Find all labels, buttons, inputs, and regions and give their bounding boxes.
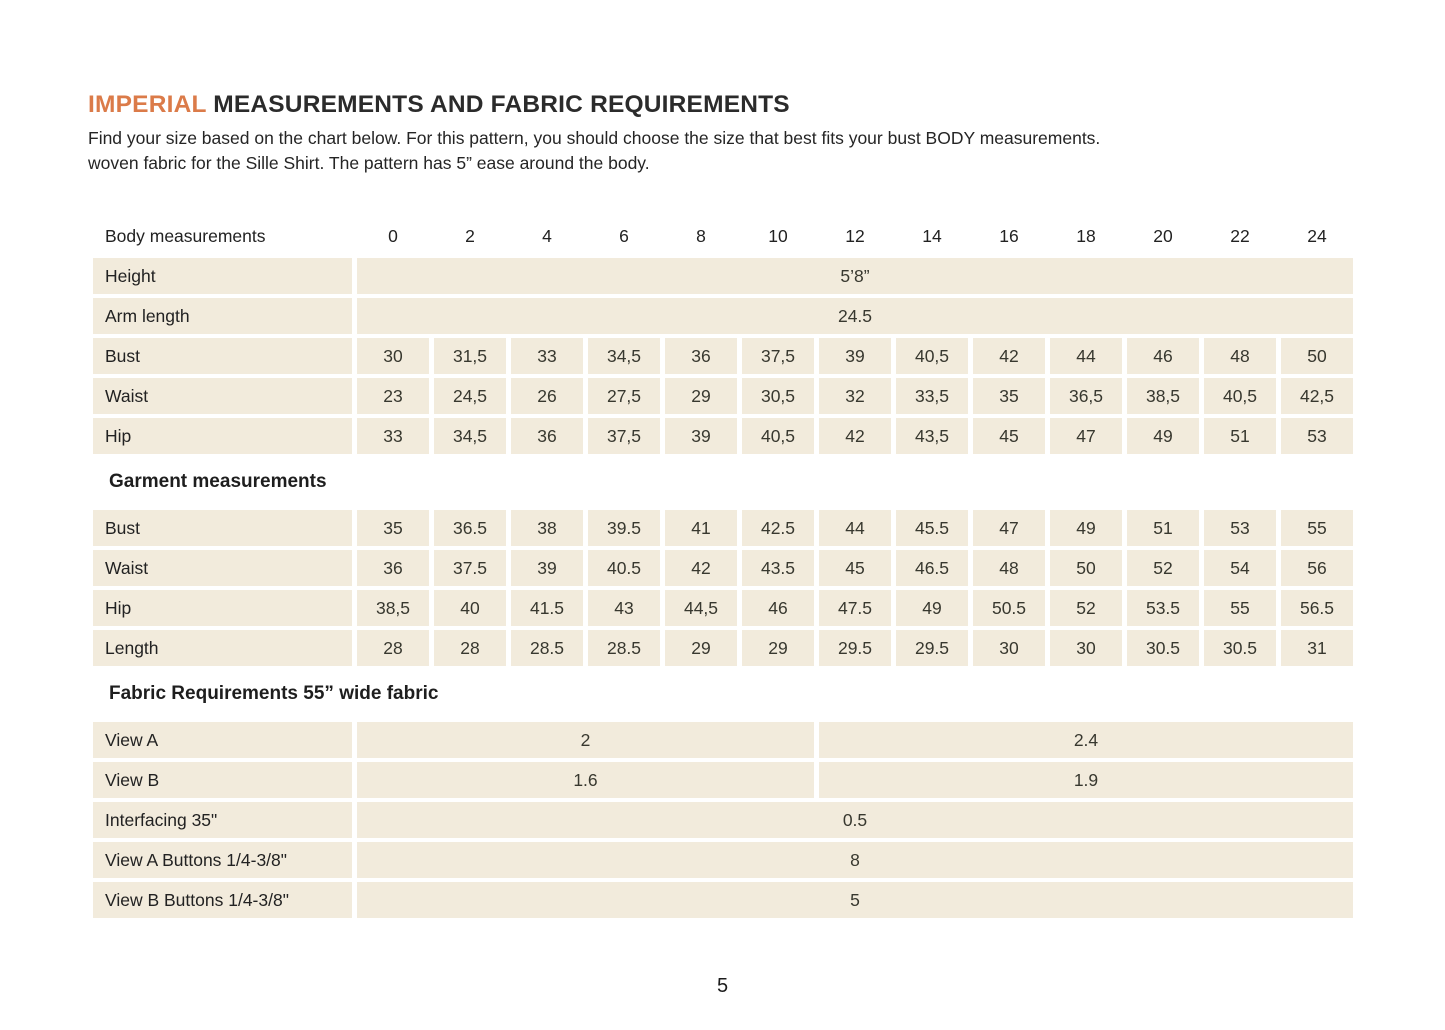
- measurement-cell: 44: [819, 510, 891, 546]
- measurement-cell: 49: [896, 590, 968, 626]
- size-column-header: 10: [768, 225, 788, 246]
- measurement-cell: 35: [357, 510, 429, 546]
- measurement-cell: 42,5: [1281, 378, 1353, 414]
- measurement-cell: 48: [973, 550, 1045, 586]
- page-number: 5: [716, 975, 729, 997]
- row-label: Bust: [93, 338, 352, 374]
- measurement-cell: 41: [665, 510, 737, 546]
- title-block: [88, 91, 1368, 176]
- measurement-cell: 40,5: [742, 418, 814, 454]
- row-label: Arm length: [93, 298, 352, 334]
- measurement-cell: 56: [1281, 550, 1353, 586]
- column-header-body-measurements: Body measurements: [105, 225, 266, 246]
- measurement-cell: 41.5: [511, 590, 583, 626]
- size-column-header: 22: [1230, 225, 1250, 246]
- measurement-cell: 31: [1281, 630, 1353, 666]
- measurement-cell: 56.5: [1281, 590, 1353, 626]
- measurement-cell: 52: [1127, 550, 1199, 586]
- row-label: View B Buttons 1/4-3/8": [93, 882, 352, 918]
- measurement-cell: 48: [1204, 338, 1276, 374]
- measurement-cell: 40,5: [896, 338, 968, 374]
- measurement-cell: 23: [357, 378, 429, 414]
- measurement-cell: 32: [819, 378, 891, 414]
- measurement-cell: 29: [742, 630, 814, 666]
- measurement-cell: 40.5: [588, 550, 660, 586]
- row-label: Waist: [93, 378, 352, 414]
- measurement-cell: 28.5: [588, 630, 660, 666]
- measurement-cell: 42.5: [742, 510, 814, 546]
- measurement-cell: 35: [973, 378, 1045, 414]
- measurement-cell: 29.5: [896, 630, 968, 666]
- measurement-cell: 37.5: [434, 550, 506, 586]
- fabric-yardage-left: 2: [357, 722, 814, 758]
- measurement-cell: 36: [511, 418, 583, 454]
- measurement-cell: 54: [1204, 550, 1276, 586]
- intro-line-2: woven fabric for the Sille Shirt. The pattern has 5” ease around the body.: [88, 153, 650, 173]
- measurement-cell: 30.5: [1127, 630, 1199, 666]
- measurement-cell: 29.5: [819, 630, 891, 666]
- row-label: Waist: [93, 550, 352, 586]
- size-column-header: 20: [1153, 225, 1173, 246]
- size-column-header: 12: [845, 225, 865, 246]
- size-column-header: 6: [619, 225, 629, 246]
- measurement-cell: 36: [665, 338, 737, 374]
- measurement-cell: 45.5: [896, 510, 968, 546]
- measurement-cell: 38,5: [357, 590, 429, 626]
- measurement-cell: 38: [511, 510, 583, 546]
- measurement-cell: 30.5: [1204, 630, 1276, 666]
- measurement-cell: 36,5: [1050, 378, 1122, 414]
- measurement-cell: 38,5: [1127, 378, 1199, 414]
- fabric-yardage-left: 1.6: [357, 762, 814, 798]
- measurement-cell: 51: [1127, 510, 1199, 546]
- measurement-cell: 29: [665, 630, 737, 666]
- measurement-cell: 39: [665, 418, 737, 454]
- size-column-header: 2: [465, 225, 475, 246]
- measurement-cell: 43.5: [742, 550, 814, 586]
- measurement-cell: 29: [665, 378, 737, 414]
- measurement-cell: 46: [1127, 338, 1199, 374]
- measurement-cell: 53: [1281, 418, 1353, 454]
- measurement-cell: 30: [973, 630, 1045, 666]
- row-label: Bust: [93, 510, 352, 546]
- row-label: View A: [93, 722, 352, 758]
- size-column-header: 24: [1307, 225, 1327, 246]
- measurement-cell: 33,5: [896, 378, 968, 414]
- measurement-cell: 30,5: [742, 378, 814, 414]
- measurement-cell: 51: [1204, 418, 1276, 454]
- measurement-cell: 31,5: [434, 338, 506, 374]
- page-title-accent: IMPERIAL: [88, 91, 207, 118]
- measurement-cell: 50: [1281, 338, 1353, 374]
- size-chart-table: [93, 218, 1353, 918]
- fabric-value-full: 8: [357, 842, 1353, 878]
- measurement-cell: 36.5: [434, 510, 506, 546]
- measurement-cell: 53: [1204, 510, 1276, 546]
- row-label: View A Buttons 1/4-3/8": [93, 842, 352, 878]
- row-label: Interfacing 35": [93, 802, 352, 838]
- measurement-cell: 43: [588, 590, 660, 626]
- size-column-header: 0: [388, 225, 398, 246]
- measurement-cell: 42: [819, 418, 891, 454]
- measurement-cell: 45: [973, 418, 1045, 454]
- measurement-cell: 27,5: [588, 378, 660, 414]
- measurement-cell: 24,5: [434, 378, 506, 414]
- measurement-cell: 36: [357, 550, 429, 586]
- measurement-cell: 42: [665, 550, 737, 586]
- measurement-cell: 26: [511, 378, 583, 414]
- measurement-cell: 30: [1050, 630, 1122, 666]
- row-label: Hip: [93, 418, 352, 454]
- measurement-cell: 47.5: [819, 590, 891, 626]
- measurement-cell: 46: [742, 590, 814, 626]
- measurement-cell: 28: [434, 630, 506, 666]
- size-column-header: 8: [696, 225, 706, 246]
- measurement-cell: 45: [819, 550, 891, 586]
- measurement-cell: 40: [434, 590, 506, 626]
- row-label: Hip: [93, 590, 352, 626]
- intro-text: [88, 126, 1368, 176]
- measurement-cell: 40,5: [1204, 378, 1276, 414]
- measurement-cell: 37,5: [588, 418, 660, 454]
- size-column-header: 14: [922, 225, 942, 246]
- page-title: [88, 91, 1368, 119]
- row-label: Length: [93, 630, 352, 666]
- measurement-cell: 47: [973, 510, 1045, 546]
- size-column-header: 16: [999, 225, 1019, 246]
- measurement-cell: 28: [357, 630, 429, 666]
- measurement-cell: 33: [357, 418, 429, 454]
- section-title-garment: Garment measurements: [109, 471, 327, 492]
- measurement-cell: 49: [1050, 510, 1122, 546]
- measurement-cell: 39: [819, 338, 891, 374]
- measurement-cell: 30: [357, 338, 429, 374]
- measurement-cell: 49: [1127, 418, 1199, 454]
- measurement-cell: 47: [1050, 418, 1122, 454]
- measurement-cell: 44,5: [665, 590, 737, 626]
- measurement-cell: 42: [973, 338, 1045, 374]
- measurement-cell: 50: [1050, 550, 1122, 586]
- measurement-cell: 34,5: [588, 338, 660, 374]
- page-title-rest: MEASUREMENTS AND FABRIC REQUIREMENTS: [206, 91, 790, 118]
- row-label: Height: [93, 258, 352, 294]
- size-column-header: 18: [1076, 225, 1096, 246]
- fabric-yardage-right: 2.4: [819, 722, 1353, 758]
- intro-line-1: Find your size based on the chart below. For this pattern, you should choose the size that best fits your bust BODY measurements.: [88, 128, 1101, 148]
- fabric-value-full: 0.5: [357, 802, 1353, 838]
- fabric-yardage-right: 1.9: [819, 762, 1353, 798]
- measurement-cell: 50.5: [973, 590, 1045, 626]
- section-title-fabric: Fabric Requirements 55” wide fabric: [109, 683, 439, 704]
- measurement-cell: 33: [511, 338, 583, 374]
- fabric-value-full: 5: [357, 882, 1353, 918]
- measurement-cell: 53.5: [1127, 590, 1199, 626]
- measurement-cell: 28.5: [511, 630, 583, 666]
- measurement-cell: 52: [1050, 590, 1122, 626]
- measurement-cell: 44: [1050, 338, 1122, 374]
- measurement-value-full: 5’8”: [357, 258, 1353, 294]
- measurement-cell: 55: [1281, 510, 1353, 546]
- measurement-cell: 39.5: [588, 510, 660, 546]
- measurement-cell: 39: [511, 550, 583, 586]
- measurement-cell: 43,5: [896, 418, 968, 454]
- row-label: View B: [93, 762, 352, 798]
- size-column-header: 4: [542, 225, 552, 246]
- measurement-cell: 46.5: [896, 550, 968, 586]
- measurement-cell: 34,5: [434, 418, 506, 454]
- measurement-cell: 37,5: [742, 338, 814, 374]
- measurement-cell: 55: [1204, 590, 1276, 626]
- measurement-value-full: 24.5: [357, 298, 1353, 334]
